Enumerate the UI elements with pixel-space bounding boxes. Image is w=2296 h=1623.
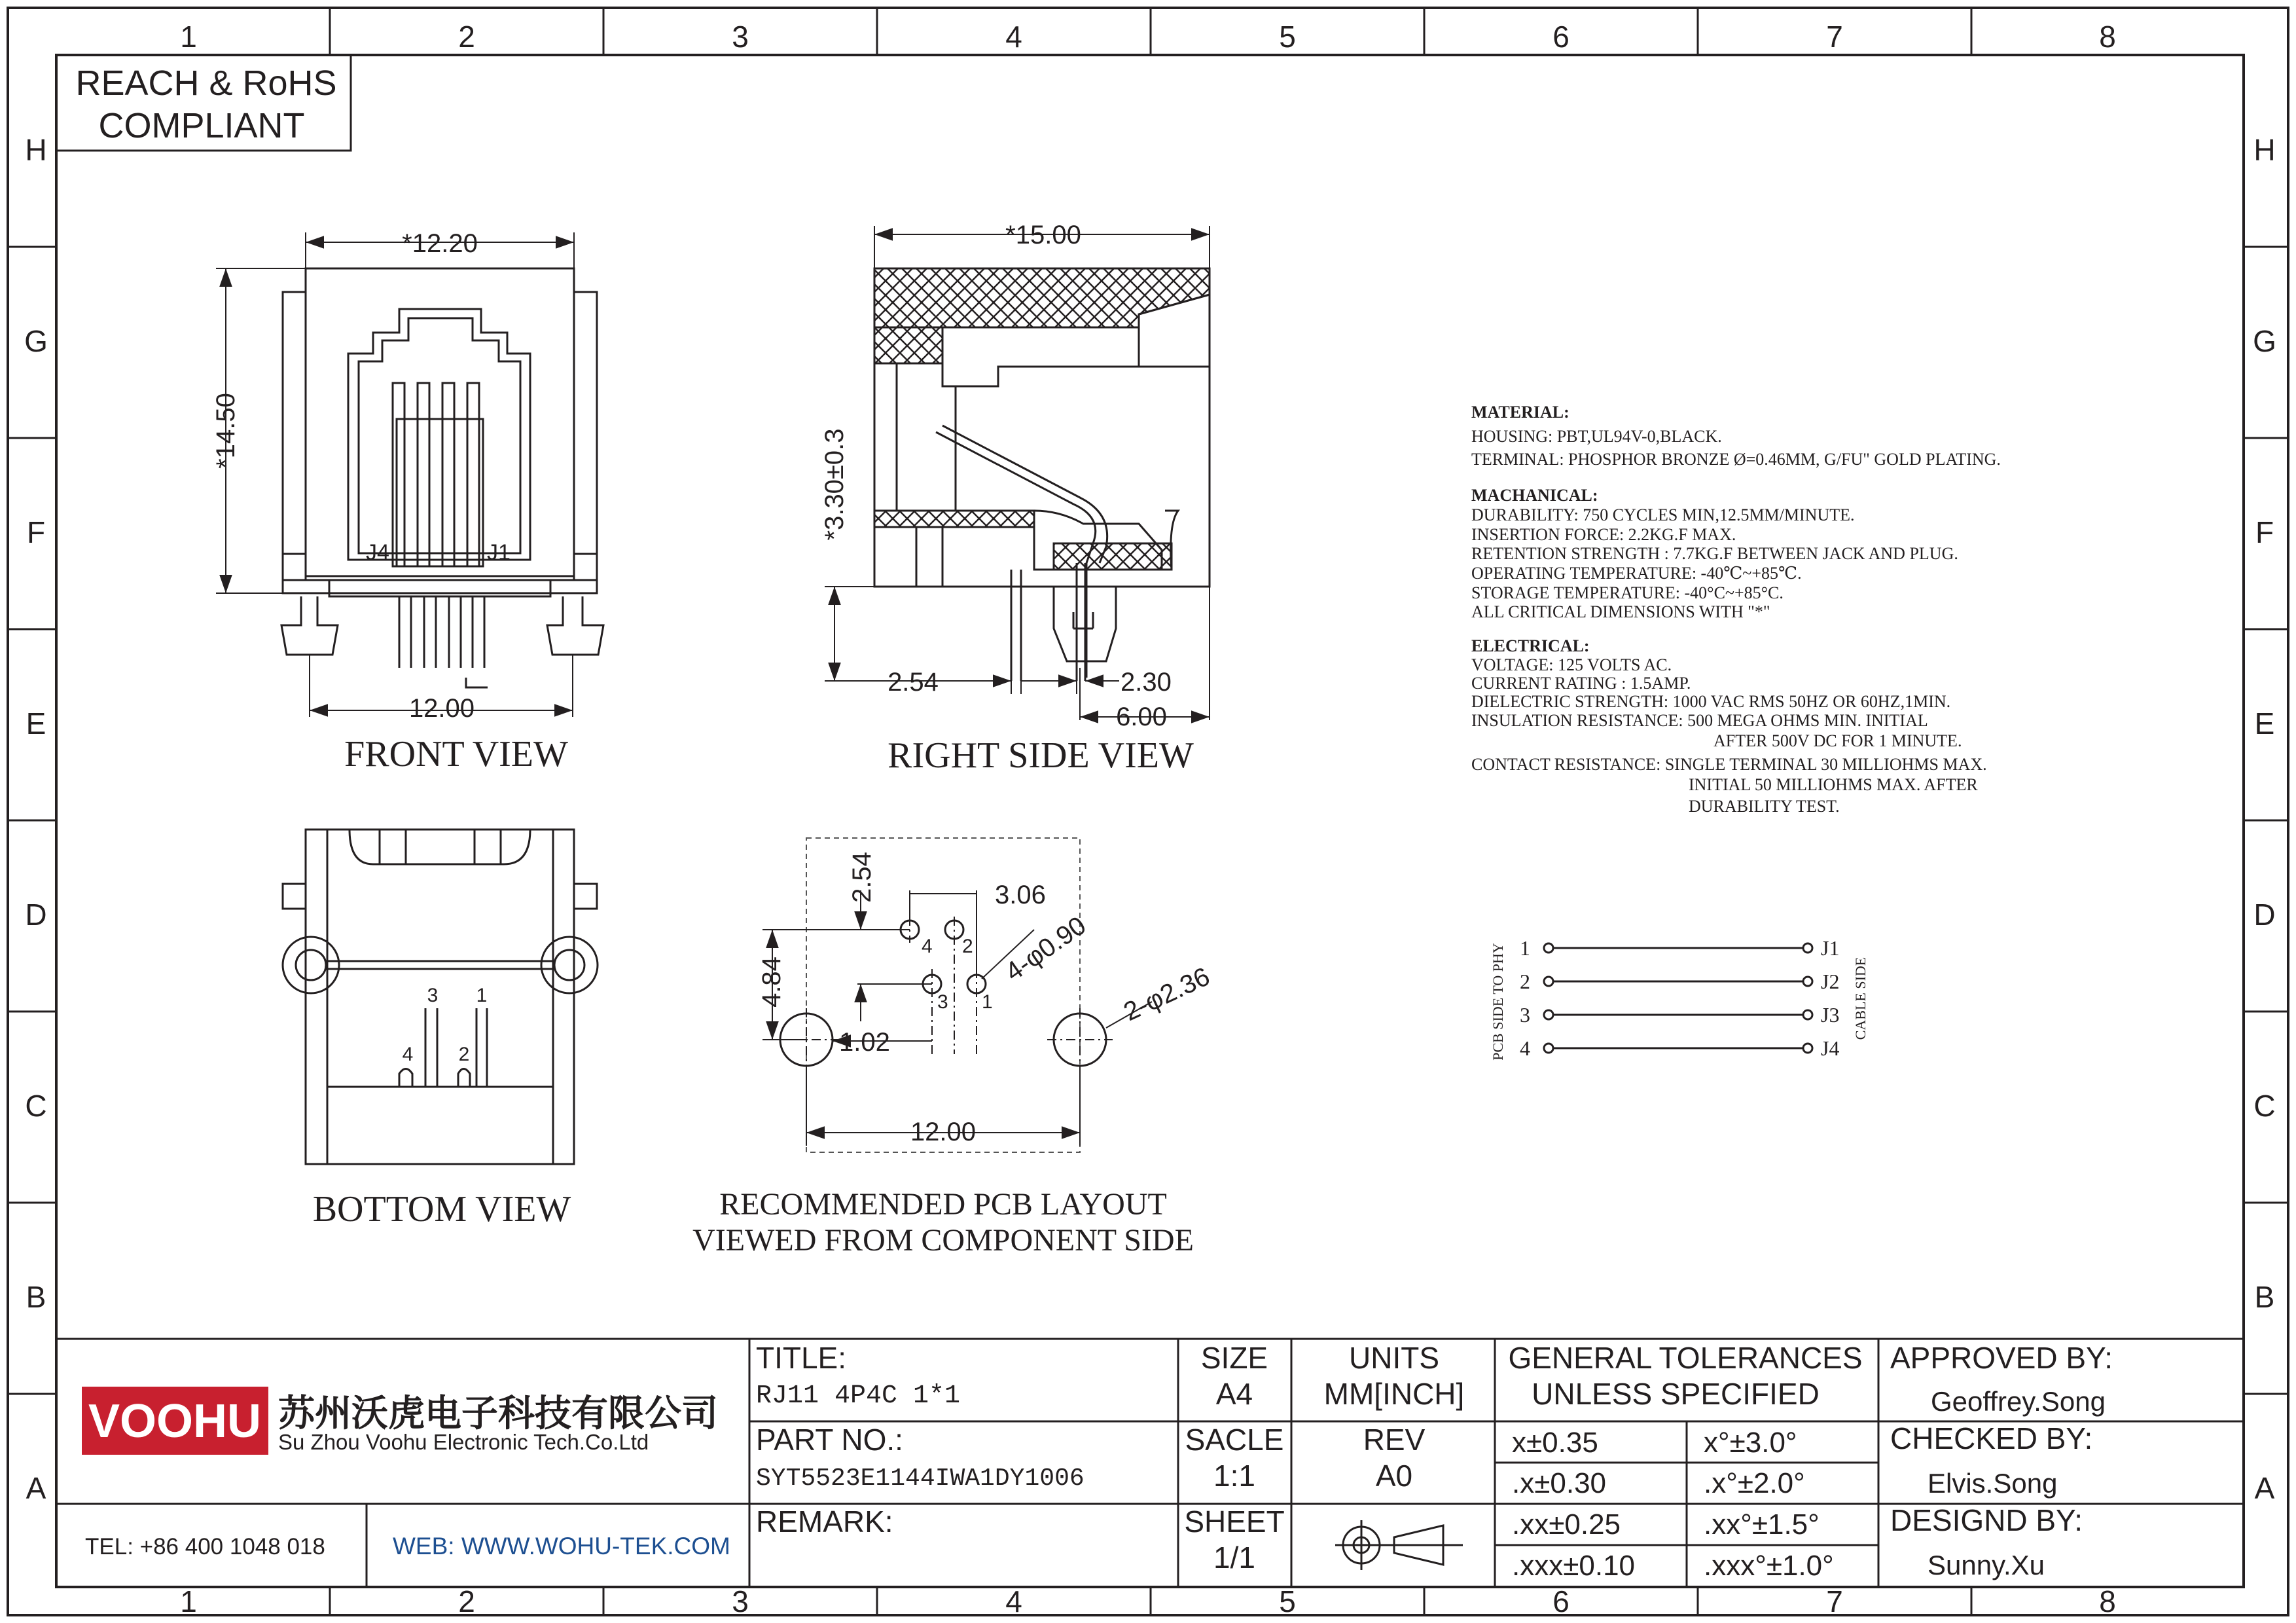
row-label-e: E <box>26 706 46 740</box>
grid-labels <box>24 20 2276 1618</box>
pcb-pin-3: 3 <box>937 991 948 1013</box>
front-view-title: FRONT VIEW <box>344 734 568 775</box>
tolerance-linear-0: x±0.35 <box>1512 1427 1598 1459</box>
schematic-pin-j3: J3 <box>1821 1003 1840 1027</box>
col-label-2: 2 <box>458 20 475 54</box>
row-label-d: D <box>25 898 47 932</box>
company-logo <box>82 1387 268 1455</box>
tolerance-angular-1: .x°±2.0° <box>1704 1467 1805 1499</box>
row-label-g: G <box>24 324 48 358</box>
approved-value: Geoffrey.Song <box>1931 1386 2106 1417</box>
row-label-b-right: B <box>2254 1280 2275 1314</box>
contact-web: WEB: WWW.WOHU-TEK.COM <box>393 1533 730 1559</box>
designed-value: Sunny.Xu <box>1928 1550 2045 1580</box>
bottom-view <box>283 830 598 1164</box>
tolerance-heading-2: UNLESS SPECIFIED <box>1532 1377 1820 1411</box>
right-view-body <box>874 268 1210 681</box>
tolerance-linear-3: .xxx±0.10 <box>1512 1550 1636 1582</box>
right-dim-length: *15.00 <box>1005 221 1081 249</box>
checked-label: CHECKED BY: <box>1890 1421 2093 1455</box>
schematic-pin-4: 4 <box>1520 1036 1530 1060</box>
spec-electrical-0: VOLTAGE: 125 VOLTS AC. <box>1471 655 1672 674</box>
spec-mechanical-5: ALL CRITICAL DIMENSIONS WITH "*" <box>1471 602 1770 621</box>
schematic-pin-1: 1 <box>1520 936 1530 960</box>
row-label-a: A <box>26 1471 46 1505</box>
pcb-dim-484: 4.84 <box>757 957 786 1008</box>
spec-material-heading: MATERIAL: <box>1471 403 1570 422</box>
right-dim-254: 2.54 <box>888 668 939 697</box>
remark-label: REMARK: <box>756 1504 893 1539</box>
tolerance-angular-3: .xxx°±1.0° <box>1704 1550 1834 1582</box>
front-view-body <box>281 268 603 687</box>
row-label-f: F <box>26 515 46 549</box>
tolerance-linear-2: .xx±0.25 <box>1512 1508 1621 1541</box>
spec-material-1: TERMINAL: PHOSPHOR BRONZE Ø=0.46MM, G/FU" GOLD PLATING. <box>1471 450 2001 469</box>
row-label-a-right: A <box>2254 1471 2275 1505</box>
front-view <box>216 232 603 717</box>
front-dim-pitch: 12.00 <box>408 694 475 723</box>
row-label-f-right: F <box>2255 515 2274 549</box>
compliance-box <box>56 55 351 151</box>
spec-material-0: HOUSING: PBT,UL94V-0,BLACK. <box>1471 427 1722 446</box>
schematic-left-label: PCB SIDE TO PHY <box>1490 943 1506 1061</box>
projection-symbol-icon <box>1335 1520 1463 1570</box>
col-label-3-bottom: 3 <box>732 1584 749 1618</box>
col-label-5-bottom: 5 <box>1279 1584 1296 1618</box>
spec-electrical-2: DIELECTRIC STRENGTH: 1000 VAC RMS 50HZ OR 60HZ,1MIN. <box>1471 692 1951 711</box>
col-label-8: 8 <box>2099 20 2116 54</box>
right-side-view <box>825 226 1210 720</box>
tolerance-heading-1: GENERAL TOLERANCES <box>1508 1341 1863 1375</box>
spec-mechanical-4: STORAGE TEMPERATURE: -40°C~+85°C. <box>1471 583 1784 602</box>
col-label-1-bottom: 1 <box>180 1584 197 1618</box>
spec-electrical-3: INSULATION RESISTANCE: 500 MEGA OHMS MIN. INITIAL <box>1471 711 1928 730</box>
row-label-e-right: E <box>2254 706 2275 740</box>
schematic-pin-j1: J1 <box>1821 936 1840 960</box>
front-dim-height: *14.50 <box>211 393 240 469</box>
bottom-pin-1: 1 <box>476 985 488 1006</box>
pcb-pin-1: 1 <box>982 991 993 1013</box>
spec-electrical-4: AFTER 500V DC FOR 1 MINUTE. <box>1713 731 1962 750</box>
col-label-8-bottom: 8 <box>2099 1584 2116 1618</box>
col-label-2-bottom: 2 <box>458 1584 475 1618</box>
bottom-pin-3: 3 <box>427 985 439 1006</box>
pcb-dim-mount: 2-φ2.36 <box>1119 962 1215 1027</box>
tolerance-angular-0: x°±3.0° <box>1704 1427 1797 1459</box>
spec-mechanical-1: INSERTION FORCE: 2.2KG.F MAX. <box>1471 525 1736 544</box>
col-label-7: 7 <box>1826 20 1843 54</box>
pcb-layout <box>762 838 1152 1152</box>
pcb-dim-1200: 12.00 <box>910 1118 977 1146</box>
spec-mechanical-0: DURABILITY: 750 CYCLES MIN,12.5MM/MINUTE. <box>1471 505 1855 524</box>
specifications <box>1471 403 2001 816</box>
units-label: UNITS <box>1349 1341 1439 1375</box>
row-label-d-right: D <box>2253 898 2276 932</box>
spec-electrical-6: INITIAL 50 MILLIOHMS MAX. AFTER <box>1689 775 1978 794</box>
company-name-en: Su Zhou Voohu Electronic Tech.Co.Ltd <box>278 1430 649 1454</box>
pin-schematic <box>1490 936 1869 1061</box>
compliance-line2: COMPLIANT <box>98 106 305 145</box>
front-label-j4: J4 <box>366 540 389 565</box>
designed-label: DESIGND BY: <box>1890 1503 2083 1537</box>
schematic-pin-j2: J2 <box>1821 970 1840 993</box>
scale-value: 1:1 <box>1213 1459 1255 1493</box>
right-dim-600: 6.00 <box>1116 702 1167 731</box>
col-label-4-bottom: 4 <box>1005 1584 1022 1618</box>
bottom-view-title: BOTTOM VIEW <box>312 1189 571 1230</box>
schematic-right-label: CABLE SIDE <box>1852 957 1869 1040</box>
spec-mechanical-heading: MACHANICAL: <box>1471 486 1598 505</box>
col-label-3: 3 <box>732 20 749 54</box>
spec-mechanical-3: OPERATING TEMPERATURE: -40℃~+85℃. <box>1471 564 1802 583</box>
rev-value: A0 <box>1375 1459 1413 1493</box>
row-label-h-right: H <box>2253 133 2276 167</box>
spec-electrical-5: CONTACT RESISTANCE: SINGLE TERMINAL 30 MILLIOHMS MAX. <box>1471 755 1987 774</box>
col-label-5: 5 <box>1279 20 1296 54</box>
pcb-pin-2: 2 <box>962 936 973 957</box>
company-name-cn: 苏州沃虎电子科技有限公司 <box>278 1393 718 1435</box>
size-label: SIZE <box>1200 1341 1268 1375</box>
bottom-pin-2: 2 <box>458 1044 470 1065</box>
sheet-label: SHEET <box>1184 1504 1285 1539</box>
compliance-line1: REACH & RoHS <box>75 64 337 103</box>
row-label-c-right: C <box>2253 1089 2276 1123</box>
row-label-b: B <box>26 1280 46 1314</box>
col-label-1: 1 <box>180 20 197 54</box>
row-label-c: C <box>25 1089 47 1123</box>
row-label-g-right: G <box>2253 324 2276 358</box>
logo-text: VOOHU <box>88 1395 262 1448</box>
right-dim-230: 2.30 <box>1121 668 1172 697</box>
pcb-pin-4: 4 <box>922 936 933 957</box>
col-label-6-bottom: 6 <box>1552 1584 1570 1618</box>
part-value: SYT5523E1144IWA1DY1006 <box>756 1465 1085 1493</box>
spec-mechanical-2: RETENTION STRENGTH : 7.7KG.F BETWEEN JACK AND PLUG. <box>1471 544 1958 563</box>
size-value: A4 <box>1215 1377 1253 1411</box>
pcb-title-line1: RECOMMENDED PCB LAYOUT <box>719 1187 1167 1222</box>
col-label-6: 6 <box>1552 20 1570 54</box>
sheet-value: 1/1 <box>1213 1541 1255 1575</box>
spec-electrical-heading: ELECTRICAL: <box>1471 636 1590 655</box>
front-dim-width: *12.20 <box>402 229 478 258</box>
col-label-7-bottom: 7 <box>1826 1584 1843 1618</box>
title-value: RJ11 4P4C 1*1 <box>756 1381 961 1411</box>
tolerance-linear-1: .x±0.30 <box>1512 1467 1607 1499</box>
right-view-title: RIGHT SIDE VIEW <box>888 735 1194 776</box>
units-value: MM[INCH] <box>1323 1377 1465 1411</box>
front-label-j1: J1 <box>487 540 511 565</box>
col-label-4: 4 <box>1005 20 1022 54</box>
schematic-pin-2: 2 <box>1520 970 1530 993</box>
part-label: PART NO.: <box>756 1423 903 1457</box>
title-label: TITLE: <box>756 1341 847 1375</box>
contact-tel: TEL: +86 400 1048 018 <box>85 1534 325 1559</box>
checked-value: Elvis.Song <box>1928 1468 2058 1499</box>
row-label-h: H <box>25 133 47 167</box>
pcb-dim-102: 1.02 <box>839 1028 890 1057</box>
schematic-pin-j4: J4 <box>1821 1036 1840 1060</box>
scale-label: SACLE <box>1185 1423 1284 1457</box>
pcb-dim-254: 2.54 <box>848 852 876 903</box>
pcb-dim-306: 3.06 <box>995 881 1046 909</box>
spec-electrical-1: CURRENT RATING : 1.5AMP. <box>1471 674 1691 693</box>
front-view-labels <box>211 229 568 775</box>
pcb-dim-hole: 4-φ0.90 <box>999 911 1092 987</box>
pcb-labels <box>692 852 1214 1258</box>
right-dim-height: *3.30±0.3 <box>820 428 849 541</box>
rev-label: REV <box>1363 1423 1426 1457</box>
bottom-view-labels <box>313 985 571 1230</box>
pcb-title-line2: VIEWED FROM COMPONENT SIDE <box>692 1223 1194 1258</box>
bottom-pin-4: 4 <box>402 1044 414 1065</box>
approved-label: APPROVED BY: <box>1890 1341 2113 1375</box>
spec-electrical-7: DURABILITY TEST. <box>1689 797 1840 816</box>
schematic-pin-3: 3 <box>1520 1003 1530 1027</box>
tolerance-angular-2: .xx°±1.5° <box>1704 1508 1820 1541</box>
title-block <box>56 1339 2244 1587</box>
